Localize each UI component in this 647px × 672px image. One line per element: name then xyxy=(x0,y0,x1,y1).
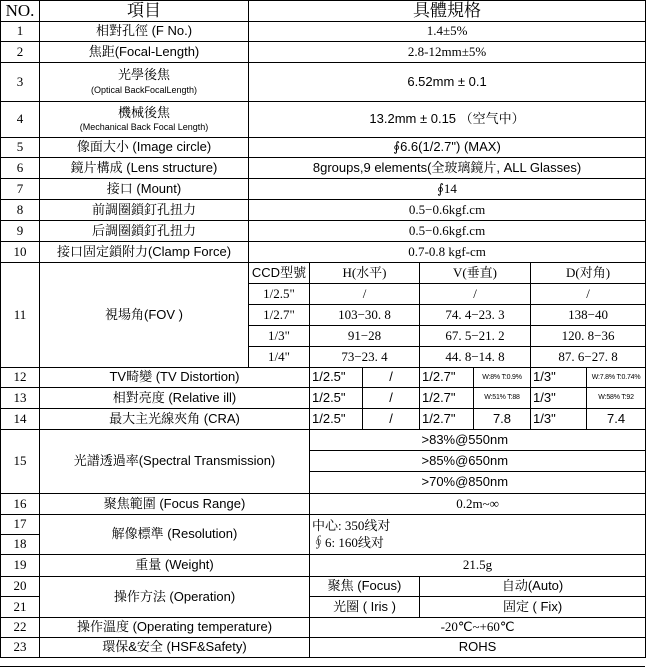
row-number: 17 xyxy=(1,515,40,535)
item-label: 焦距(Focal-Length) xyxy=(40,42,249,63)
item-label: 接口 (Mount) xyxy=(40,179,249,200)
item-label: 后調圈鎖釘孔扭力 xyxy=(40,221,249,242)
value-c: 7.4 xyxy=(587,409,646,430)
row-11-header xyxy=(1,263,646,284)
row-8 xyxy=(1,200,646,221)
row-17 xyxy=(1,515,646,535)
row-22 xyxy=(1,618,646,638)
item-label: 相對亮度 (Relative ill) xyxy=(40,388,310,409)
value-b: 7.8 xyxy=(474,409,531,430)
fov-ccd: 1/3" xyxy=(249,326,310,347)
fov-d: 120. 8−36 xyxy=(531,326,646,347)
item-label-cn: 光學後焦 xyxy=(117,67,170,83)
item-label: 光譜透過率(Spectral Transmission) xyxy=(40,430,310,494)
row-number: 8 xyxy=(1,200,40,221)
row-number: 14 xyxy=(1,409,40,430)
spec-value: 21.5g xyxy=(310,555,646,577)
item-label: 接口固定鎖附力(Clamp Force) xyxy=(40,242,249,263)
item-label: 解像標準 (Resolution) xyxy=(40,515,310,555)
fov-col-d: D(对角) xyxy=(531,263,646,284)
spec-value: 8groups,9 elements(全玻璃鏡片, ALL Glasses) xyxy=(249,158,646,179)
item-label: 前調圈鎖釘孔扭力 xyxy=(40,200,249,221)
row-number: 16 xyxy=(1,494,40,515)
item-label: 鏡片構成 (Lens structure) xyxy=(40,158,249,179)
spec-value: 13.2mm ± 0.15 （空气中） xyxy=(249,102,646,138)
resolution-values xyxy=(310,515,646,555)
fov-d: / xyxy=(531,284,646,305)
item-label: 操作方法 (Operation) xyxy=(40,577,310,618)
row-4 xyxy=(1,102,646,138)
fov-h: 103−30. 8 xyxy=(310,305,420,326)
row-3 xyxy=(1,63,646,102)
resolution-center: 中心: 350线对 xyxy=(312,517,391,533)
row-number: 11 xyxy=(1,263,40,368)
fov-v: / xyxy=(420,284,531,305)
item-label: 最大主光線夾角 (CRA) xyxy=(40,409,310,430)
iris-value: 固定 ( Fix) xyxy=(420,597,646,618)
size-b: 1/2.7" xyxy=(420,409,474,430)
spec-value: 0.7-0.8 kgf-cm xyxy=(249,242,646,263)
item-label-en: (Optical BackFocalLength) xyxy=(90,84,198,95)
row-10 xyxy=(1,242,646,263)
row-number: 12 xyxy=(1,368,40,388)
row-number: 6 xyxy=(1,158,40,179)
transmission-550: >83%@550nm xyxy=(420,430,646,451)
size-a: 1/2.5" xyxy=(310,388,363,409)
row-9 xyxy=(1,221,646,242)
header-no: NO. xyxy=(1,1,40,22)
row-1 xyxy=(1,22,646,42)
iris-label: 光圈 ( Iris ) xyxy=(310,597,420,618)
row-number: 5 xyxy=(1,138,40,158)
size-c: 1/3" xyxy=(531,388,587,409)
row-2 xyxy=(1,42,646,63)
row-number: 15 xyxy=(1,430,40,494)
size-a: 1/2.5" xyxy=(310,409,363,430)
value-a: / xyxy=(363,368,420,388)
spec-value: ∮14 xyxy=(249,179,646,200)
fov-v: 74. 4−23. 3 xyxy=(420,305,531,326)
fov-ccd: 1/4" xyxy=(249,347,310,368)
fov-d: 87. 6−27. 8 xyxy=(531,347,646,368)
row-15 xyxy=(1,430,646,451)
header-item: 項目 xyxy=(40,1,249,22)
item-label: 視場角(FOV ) xyxy=(40,263,249,368)
fov-ccd: 1/2.5" xyxy=(249,284,310,305)
row-6 xyxy=(1,158,646,179)
item-label xyxy=(40,102,249,138)
item-label: TV畸變 (TV Distortion) xyxy=(40,368,310,388)
resolution-edge: ∮6: 160线对 xyxy=(312,534,384,550)
row-12 xyxy=(1,368,646,388)
row-number: 9 xyxy=(1,221,40,242)
focus-value: 自动(Auto) xyxy=(420,577,646,597)
size-b: 1/2.7" xyxy=(420,368,474,388)
item-label: 操作溫度 (Operating temperature) xyxy=(40,618,310,638)
header-spec: 具體規格 xyxy=(249,1,646,22)
item-label-cn: 機械後焦 xyxy=(117,104,170,120)
row-16 xyxy=(1,494,646,515)
row-number: 13 xyxy=(1,388,40,409)
item-label: 聚焦範圍 (Focus Range) xyxy=(40,494,310,515)
transmission-850: >70%@850nm xyxy=(420,472,646,494)
spec-value: 6.52mm ± 0.1 xyxy=(249,63,646,102)
row-number: 19 xyxy=(1,555,40,577)
spec-value: 1.4±5% xyxy=(249,22,646,42)
value-b: W:8% T:0.9% xyxy=(474,368,531,388)
row-number: 10 xyxy=(1,242,40,263)
row-number: 2 xyxy=(1,42,40,63)
row-23 xyxy=(1,638,646,658)
item-label: 像面大小 (Image circle) xyxy=(40,138,249,158)
fov-col-v: V(垂直) xyxy=(420,263,531,284)
row-number: 4 xyxy=(1,102,40,138)
row-7 xyxy=(1,179,646,200)
row-20 xyxy=(1,577,646,597)
value-b: W:51% T:88 xyxy=(474,388,531,409)
bottom-border xyxy=(0,666,645,667)
size-a: 1/2.5" xyxy=(310,368,363,388)
row-number: 20 xyxy=(1,577,40,597)
row-19 xyxy=(1,555,646,577)
value-c: W:7.8% T:0.74% xyxy=(587,368,646,388)
fov-d: 138−40 xyxy=(531,305,646,326)
fov-h: 73−23. 4 xyxy=(310,347,420,368)
value-c: W:58% T:92 xyxy=(587,388,646,409)
spec-value: 0.5−0.6kgf.cm xyxy=(249,200,646,221)
fov-ccd: 1/2.7" xyxy=(249,305,310,326)
transmission-650: >85%@650nm xyxy=(420,451,646,472)
value-a: / xyxy=(363,409,420,430)
spec-value: 0.5−0.6kgf.cm xyxy=(249,221,646,242)
size-b: 1/2.7" xyxy=(420,388,474,409)
focus-label: 聚焦 (Focus) xyxy=(310,577,420,597)
spec-value: 2.8-12mm±5% xyxy=(249,42,646,63)
fov-v: 67. 5−21. 2 xyxy=(420,326,531,347)
size-c: 1/3" xyxy=(531,368,587,388)
item-label-en: (Mechanical Back Focal Length) xyxy=(79,122,209,133)
row-number: 3 xyxy=(1,63,40,102)
row-number: 7 xyxy=(1,179,40,200)
row-number: 22 xyxy=(1,618,40,638)
header-row xyxy=(1,1,646,22)
item-label: 環保&安全 (HSF&Safety) xyxy=(40,638,310,658)
row-number: 18 xyxy=(1,535,40,555)
item-label xyxy=(40,63,249,102)
item-label: 重量 (Weight) xyxy=(40,555,310,577)
item-label: 相對孔徑 (F No.) xyxy=(40,22,249,42)
row-number: 1 xyxy=(1,22,40,42)
row-number: 23 xyxy=(1,638,40,658)
row-13 xyxy=(1,388,646,409)
size-c: 1/3" xyxy=(531,409,587,430)
row-5 xyxy=(1,138,646,158)
row-number: 21 xyxy=(1,597,40,618)
spec-value: 0.2m~∞ xyxy=(310,494,646,515)
fov-h: 91−28 xyxy=(310,326,420,347)
spec-value: -20℃~+60℃ xyxy=(310,618,646,638)
spec-value: ROHS xyxy=(310,638,646,658)
spec-value: ∮6.6(1/2.7") (MAX) xyxy=(249,138,646,158)
fov-col-h: H(水平) xyxy=(310,263,420,284)
value-a: / xyxy=(363,388,420,409)
row-14 xyxy=(1,409,646,430)
fov-col-ccd: CCD型號 xyxy=(249,263,310,284)
fov-v: 44. 8−14. 8 xyxy=(420,347,531,368)
fov-h: / xyxy=(310,284,420,305)
